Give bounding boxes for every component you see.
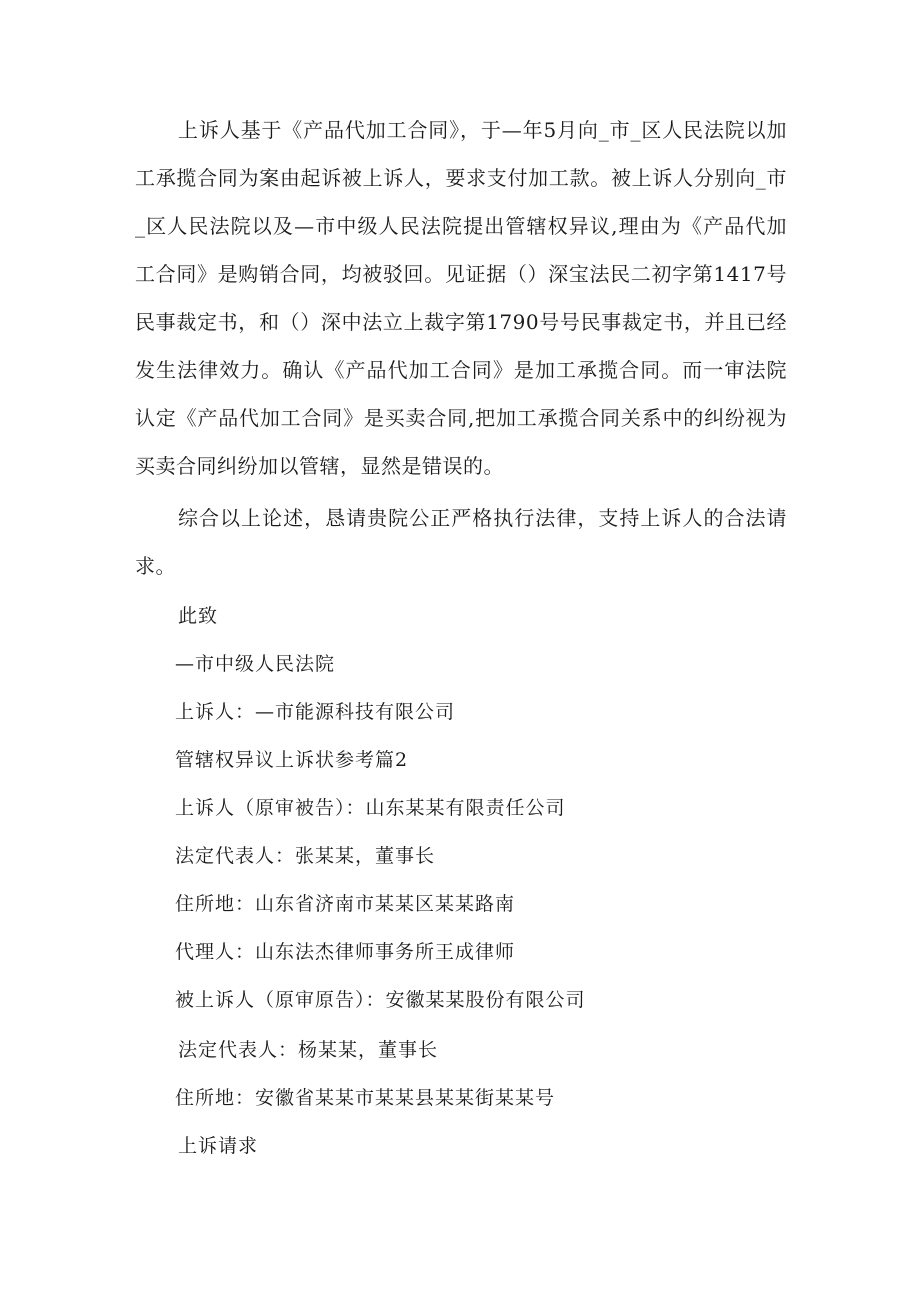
body-paragraph-request: 综合以上论述，恳请贵院公正严格执行法律，支持上诉人的合法请求。 — [135, 506, 787, 578]
salutation-line: 此致 — [178, 605, 219, 627]
appellee-party-line: 被上诉人（原审原告）：安徽某某股份有限公司 — [175, 989, 586, 1011]
appeal-request-heading: 上诉请求 — [178, 1135, 259, 1157]
appellant-address-line: 住所地：山东省济南市某某区某某路南 — [175, 893, 516, 915]
appellant-signature-line: 上诉人：—市能源科技有限公司 — [175, 701, 456, 723]
appellee-legal-rep-line: 法定代表人：杨某某，董事长 — [178, 1039, 439, 1061]
appellant-legal-rep-line: 法定代表人：张某某，董事长 — [175, 845, 436, 867]
section-heading-reference-2: 管辖权异议上诉状参考篇2 — [175, 749, 409, 771]
appellant-party-line: 上诉人（原审被告）：山东某某有限责任公司 — [175, 797, 566, 819]
body-paragraph-argument: 上诉人基于《产品代加工合同》，于—年5月向_市_区人民法院以加工承揽合同为案由起诉被上诉人，要求支付加工款。被上诉人分别向_市_区人民法院以及—市中级人民法院提出管辖权异议,理由为《产品代加工合同》是购销合同，均被驳回。见证据（）深宝法民二初字第1417号民事裁定书，和（）深中法立上裁字第1790号号民事裁定书，并且已经发生法律效力。确认《产品代加工合同》是加工承揽合同。而一审法院认定《产品代加工合同》是买卖合同,把加工承揽合同关系中的纠纷视为买卖合同纠纷加以管辖，显然是错误的。 — [135, 118, 787, 478]
addressee-court-line: —市中级人民法院 — [175, 653, 336, 675]
agent-line: 代理人：山东法杰律师事务所王成律师 — [175, 941, 516, 963]
appellee-address-line: 住所地：安徽省某某市某某县某某街某某号 — [175, 1087, 556, 1109]
